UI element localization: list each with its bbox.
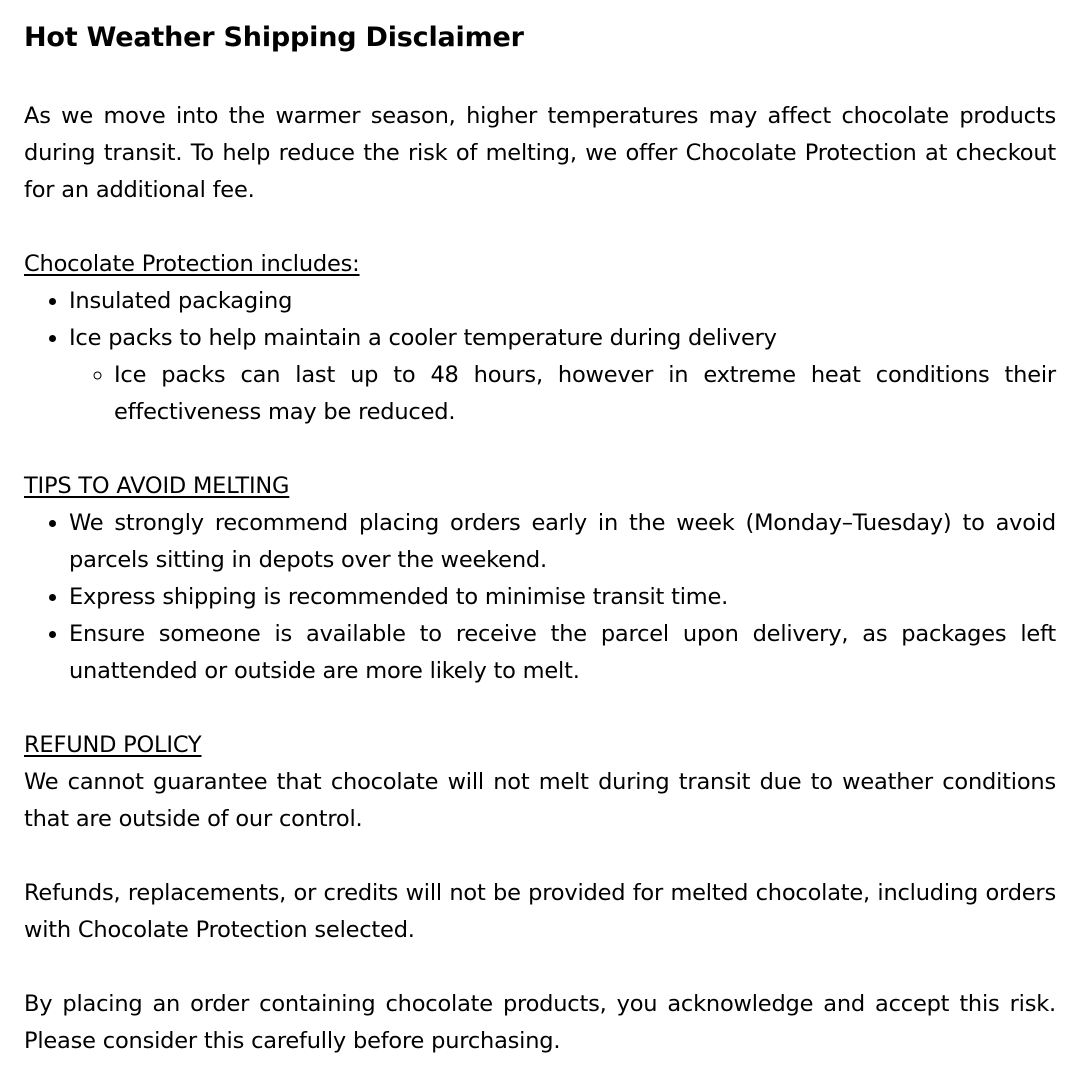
refund-heading: REFUND POLICY — [24, 732, 202, 758]
refund-paragraph: Refunds, replacements, or credits will not be provided for melted chocolate, including orders with Chocolate Protection selected. — [24, 880, 1056, 943]
tips-heading: TIPS TO AVOID MELTING — [24, 473, 290, 499]
protection-heading: Chocolate Protection includes: — [24, 251, 360, 277]
disclaimer-content — [24, 98, 1056, 1060]
spacer — [24, 431, 1056, 468]
intro-paragraph: As we move into the warmer season, higher temperatures may affect chocolate products during transit. To help reduce the risk of melting, we offer Chocolate Protection at checkout for an additional fee. — [24, 103, 1056, 203]
spacer — [24, 209, 1056, 246]
protection-sub-list — [69, 357, 1056, 431]
list-item: • Ensure someone is available to receive the parcel upon delivery, as packages left unattended or outside are more likely to melt. — [69, 616, 1056, 690]
protection-list — [24, 283, 1056, 431]
sub-list-item: ◦ Ice packs can last up to 48 hours, however in extreme heat conditions their effectiveness may be reduced. — [114, 357, 1056, 431]
spacer — [24, 690, 1056, 727]
spacer — [24, 838, 1056, 875]
list-item-with-sublist — [69, 320, 1056, 431]
refund-paragraph: We cannot guarantee that chocolate will not melt during transit due to weather conditions that are outside of our control. — [24, 769, 1056, 832]
tips-list — [24, 505, 1056, 690]
list-item: • Insulated packaging — [69, 283, 1056, 320]
page-title: Hot Weather Shipping Disclaimer — [24, 22, 524, 53]
list-item-text: Ice packs to help maintain a cooler temperature during delivery — [69, 325, 777, 351]
list-item: • Express shipping is recommended to minimise transit time. — [69, 579, 1056, 616]
acknowledgement-paragraph: By placing an order containing chocolate products, you acknowledge and accept this risk. Please consider this carefully before purchasing. — [24, 991, 1056, 1054]
list-item: • We strongly recommend placing orders early in the week (Monday–Tuesday) to avoid parcels sitting in depots over the weekend. — [69, 505, 1056, 579]
spacer — [24, 949, 1056, 986]
